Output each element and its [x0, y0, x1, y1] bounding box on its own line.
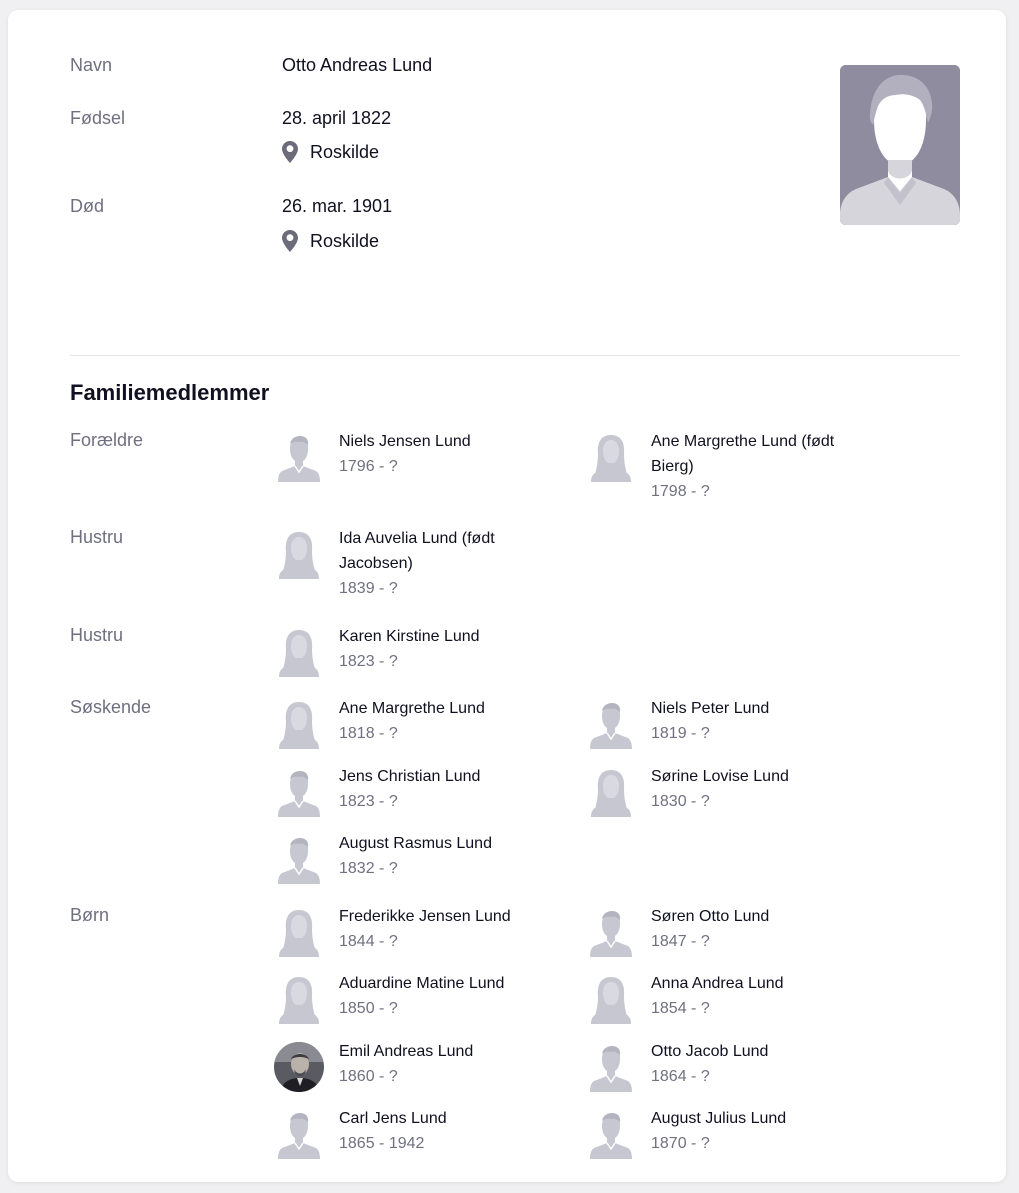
member-name: Ane Margrethe Lund (født Bierg) 1798 - ?	[651, 429, 851, 504]
female-silhouette-icon	[274, 699, 324, 749]
birth-place-text: Roskilde	[310, 141, 380, 162]
member-years: 1798 - ?	[651, 483, 710, 500]
male-silhouette-icon	[586, 907, 636, 957]
member-name: Aduardine Matine Lund 1850 - ?	[339, 971, 554, 1021]
birth-label: Fødsel	[70, 108, 126, 128]
member-name: Niels Peter Lund 1819 - ?	[651, 696, 866, 746]
member-years: 1823 - ?	[339, 793, 398, 810]
member-years: 1854 - ?	[651, 1000, 710, 1017]
male-silhouette-icon	[586, 1109, 636, 1159]
wife-label: Hustru	[70, 625, 124, 645]
death-date: 26. mar. 1901	[282, 196, 393, 216]
member-years: 1847 - ?	[651, 933, 710, 950]
death-place[interactable]	[282, 230, 379, 252]
member-years: 1823 - ?	[339, 653, 398, 670]
male-silhouette-icon	[274, 432, 324, 482]
death-label: Død	[70, 196, 105, 216]
member-years: 1850 - ?	[339, 1000, 398, 1017]
member-years: 1832 - ?	[339, 860, 398, 877]
female-silhouette-icon	[274, 529, 324, 579]
male-silhouette-icon	[274, 1109, 324, 1159]
person-card	[8, 10, 1006, 1182]
female-silhouette-icon	[274, 974, 324, 1024]
member-name: Karen Kirstine Lund 1823 - ?	[339, 624, 554, 674]
siblings-label: Søskende	[70, 697, 152, 717]
female-silhouette-icon	[586, 974, 636, 1024]
photo-avatar	[274, 1042, 324, 1092]
birth-place[interactable]	[282, 141, 379, 163]
member-years: 1839 - ?	[339, 580, 398, 597]
member-name: Niels Jensen Lund 1796 - ?	[339, 429, 554, 479]
male-portrait-placeholder-icon	[840, 65, 960, 225]
member-years: 1830 - ?	[651, 793, 710, 810]
female-silhouette-icon	[274, 627, 324, 677]
death-place-text: Roskilde	[310, 230, 380, 251]
member-name: Ida Auvelia Lund (født Jacobsen) 1839 - ?	[339, 526, 519, 601]
male-silhouette-icon	[274, 767, 324, 817]
member-years: 1864 - ?	[651, 1068, 710, 1085]
profile-portrait[interactable]	[840, 65, 960, 225]
section-divider	[70, 355, 960, 356]
member-years: 1865 - 1942	[339, 1135, 425, 1152]
male-silhouette-icon	[586, 699, 636, 749]
name-label: Navn	[70, 55, 113, 75]
member-name: Frederikke Jensen Lund 1844 - ?	[339, 904, 554, 954]
member-name: Emil Andreas Lund 1860 - ?	[339, 1039, 554, 1089]
member-name: August Julius Lund 1870 - ?	[651, 1106, 866, 1156]
member-years: 1818 - ?	[339, 725, 398, 742]
member-name: Otto Jacob Lund 1864 - ?	[651, 1039, 866, 1089]
name-value: Otto Andreas Lund	[282, 55, 433, 75]
member-name: Ane Margrethe Lund 1818 - ?	[339, 696, 554, 746]
member-name: Søren Otto Lund 1847 - ?	[651, 904, 866, 954]
member-name: August Rasmus Lund 1832 - ?	[339, 831, 554, 881]
member-name: Sørine Lovise Lund 1830 - ?	[651, 764, 866, 814]
children-label: Børn	[70, 905, 110, 925]
member-name: Anna Andrea Lund 1854 - ?	[651, 971, 866, 1021]
parents-label: Forældre	[70, 430, 144, 450]
family-section-title: Familiemedlemmer	[70, 380, 270, 405]
female-silhouette-icon	[586, 432, 636, 482]
member-years: 1819 - ?	[651, 725, 710, 742]
member-name: Carl Jens Lund 1865 - 1942	[339, 1106, 554, 1156]
wife-label: Hustru	[70, 527, 124, 547]
female-silhouette-icon	[274, 907, 324, 957]
member-years: 1844 - ?	[339, 933, 398, 950]
member-name: Jens Christian Lund 1823 - ?	[339, 764, 554, 814]
member-years: 1796 - ?	[339, 458, 398, 475]
male-silhouette-icon	[586, 1042, 636, 1092]
female-silhouette-icon	[586, 767, 636, 817]
member-years: 1870 - ?	[651, 1135, 710, 1152]
member-years: 1860 - ?	[339, 1068, 398, 1085]
location-pin-icon	[282, 230, 298, 252]
male-silhouette-icon	[274, 834, 324, 884]
location-pin-icon	[282, 141, 298, 163]
birth-date: 28. april 1822	[282, 108, 392, 128]
